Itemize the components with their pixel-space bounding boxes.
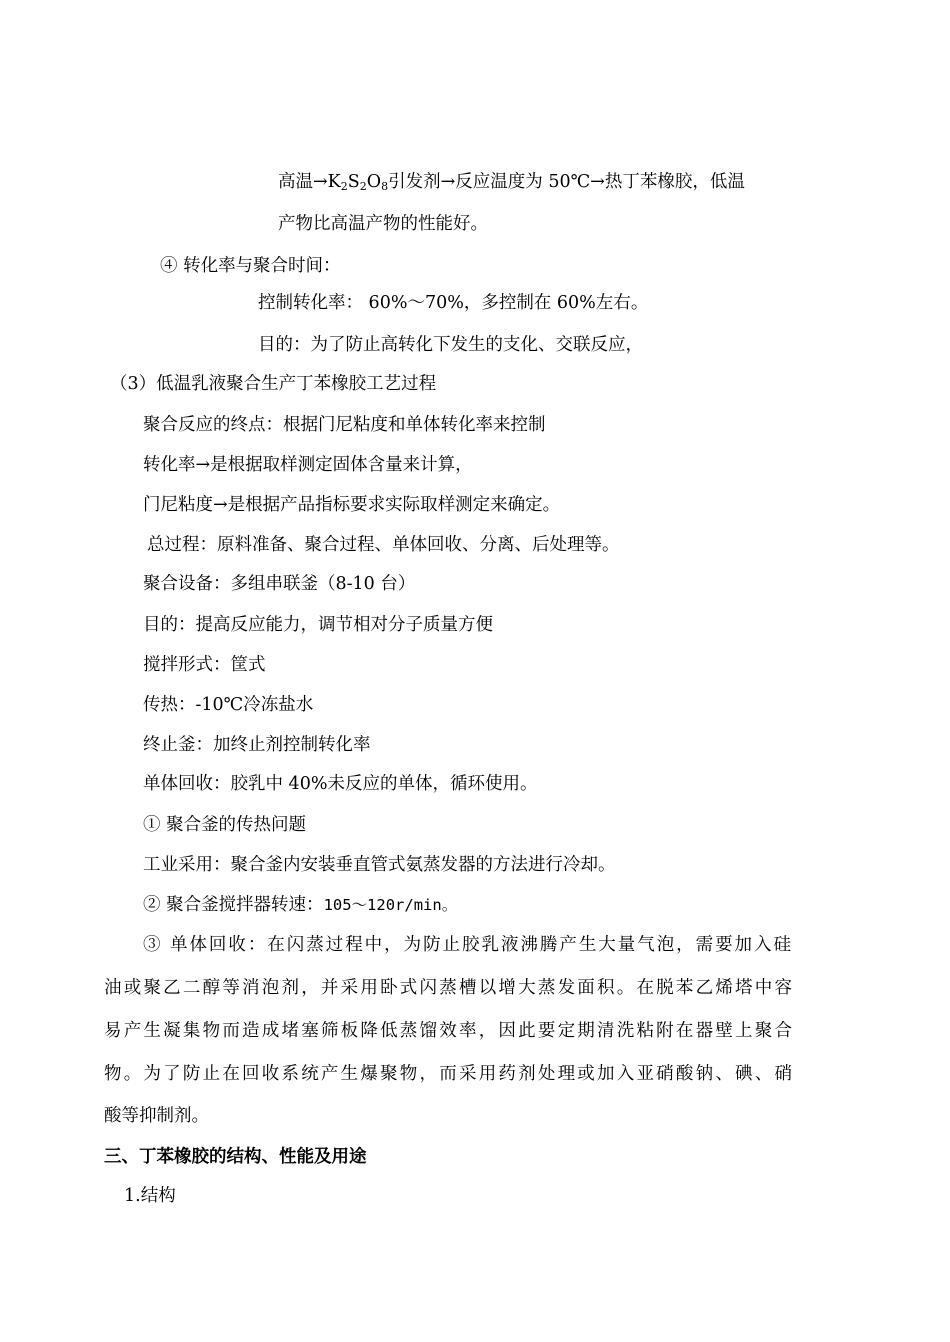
line-equipment-purpose: 目的：提高反应能力，调节相对分子质量方便: [143, 615, 493, 635]
line-performance: 产物比高温产物的性能好。: [278, 214, 488, 234]
line-conversion-calc: 转化率→是根据取样测定固体含量来计算，: [143, 455, 473, 475]
line-monomer-recovery: 单体回收：胶乳中 40%未反应的单体，循环使用。: [143, 774, 538, 794]
heading-conversion-time: ④ 转化率与聚合时间：: [160, 256, 341, 276]
text-segment: O: [366, 172, 382, 192]
section-heading: 三、丁苯橡胶的结构、性能及用途: [104, 1147, 367, 1167]
line-mooney: 门尼粘度→是根据产品指标要求实际取样测定来确定。: [143, 495, 561, 515]
line-initiator: [278, 170, 745, 194]
line-stirring: 搅拌形式：筐式: [143, 655, 266, 675]
text-segment: 高温→K: [278, 172, 341, 192]
heading-heat-problem: ① 聚合釜的传热问题: [143, 815, 307, 835]
line-heat-transfer: 传热：-10℃冷冻盐水: [143, 695, 314, 715]
paragraph-line: 酸等抑制剂。: [104, 1106, 209, 1126]
line-stirrer-speed: [143, 893, 457, 917]
speed-value: 105～120r/min。: [323, 896, 458, 914]
line-endpoint: 聚合反应的终点：根据门尼粘度和单体转化率来控制: [143, 415, 546, 435]
subscript: 2: [340, 180, 348, 193]
paragraph-line: 油或聚乙二醇等消泡剂，并采用卧式闪蒸槽以增大蒸发面积。在脱苯乙烯塔中容: [104, 978, 792, 998]
line-control-conversion: 控制转化率： 60%～70%，多控制在 60%左右。: [258, 293, 649, 313]
paragraph-line: ③ 单体回收：在闪蒸过程中，为防止胶乳液沸腾产生大量气泡，需要加入硅: [143, 935, 791, 955]
text-segment: S: [347, 172, 360, 192]
text-segment: 引发剂→反应温度为 50℃→热丁苯橡胶，低温: [388, 172, 745, 192]
line-equipment: 聚合设备：多组串联釜（8-10 台）: [143, 574, 416, 594]
line-termination: 终止釜：加终止剂控制转化率: [143, 735, 371, 755]
line-industrial-cooling: 工业采用：聚合釜内安装垂直管式氨蒸发器的方法进行冷却。: [143, 855, 616, 875]
paragraph-line: 物。为了防止在回收系统产生爆聚物，而采用药剂处理或加入亚硝酸钠、碘、硝: [104, 1064, 792, 1084]
subscript: 8: [381, 180, 389, 193]
subsection-heading: 1.结构: [124, 1186, 176, 1206]
subscript: 2: [359, 180, 367, 193]
paragraph-line: 易产生凝集物而造成堵塞筛板降低蒸馏效率，因此要定期清洗粘附在器壁上聚合: [104, 1021, 792, 1041]
line-purpose: 目的：为了防止高转化下发生的支化、交联反应，: [258, 335, 643, 355]
text-segment: ② 聚合釜搅拌器转速：: [143, 895, 324, 915]
line-overall-process: 总过程：原料准备、聚合过程、单体回收、分离、后处理等。: [147, 535, 620, 555]
heading-process: （3）低温乳液聚合生产丁苯橡胶工艺过程: [110, 374, 437, 394]
